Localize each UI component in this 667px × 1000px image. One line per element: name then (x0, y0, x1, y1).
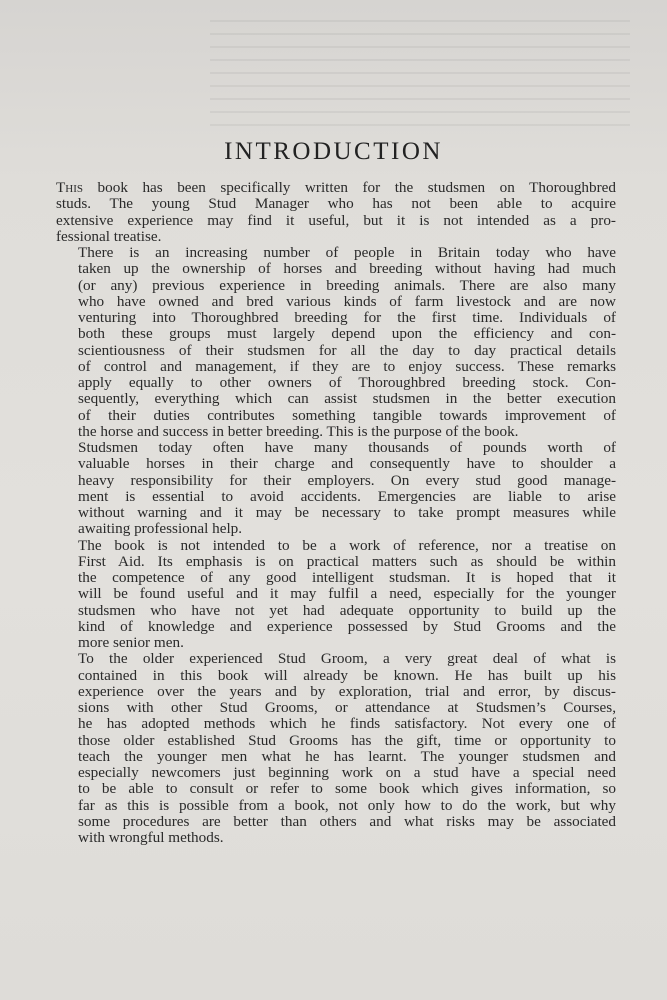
text-line: some procedures are better than others and what risks may be associated (78, 812, 616, 830)
text-line: scientiousness of their studsmen for all the day to day practical details (78, 341, 616, 359)
paragraph-3 (56, 440, 616, 538)
text-line: especially newcomers just beginning work on a stud have a special need (78, 764, 616, 781)
text-line: venturing into Thoroughbred breeding for the first time. Individuals of (78, 309, 616, 326)
text-line: kind of knowledge and experience possessed by Stud Grooms and the (78, 617, 616, 635)
lead-word: This (56, 179, 84, 196)
text-line: heavy responsibility for their employers. On every stud good manage- (78, 471, 616, 489)
text-line: studsmen who have not yet had adequate opportunity to build up the (78, 601, 616, 619)
text-line: sequently, everything which can assist studsmen in the better execution (78, 390, 616, 408)
text-line: studs. The young Stud Manager who has not been able to acquire (56, 195, 616, 213)
text-line: To the older experienced Stud Groom, a very great deal of what is (78, 650, 616, 668)
text-line: the competence of any good intelligent studsman. It is hoped that it (78, 569, 616, 586)
paragraph-4 (56, 538, 616, 652)
text-line: experience over the years and by exploration, trial and error, by discus- (78, 682, 616, 700)
text-line: who have owned and bred various kinds of farm livestock and are now (78, 292, 616, 310)
text-line: with wrongful methods. (78, 829, 224, 846)
text-line: awaiting professional help. (78, 520, 243, 538)
text-line: taken up the ownership of horses and breeding without having had much (78, 260, 616, 278)
text-line: Studsmen today often have many thousands of pounds worth of (78, 439, 616, 456)
text-line: of control and management, if they are to enjoy success. These remarks (78, 357, 616, 375)
text-line: will be found useful and it may fulfil a need, especially for the younger (78, 585, 616, 603)
text-line: of their duties contributes something tangible towards improvement of (78, 406, 616, 424)
text-line: the horse and success in better breeding. This is the purpose of the book. (78, 422, 519, 440)
text-line: sions with other Stud Grooms, or attendance at Studsmen’s Courses, (78, 699, 616, 716)
text-line: teach the younger men what he has learnt. The younger studsmen and (78, 747, 616, 765)
text-line: This book has been specifically written for the studsmen on Thoroughbred (56, 179, 616, 196)
introduction-body (56, 180, 616, 846)
text-line: contained in this book will already be known. He has built up his (78, 666, 616, 684)
text-line: ment is essential to avoid accidents. Emergencies are liable to arise (78, 487, 616, 505)
text-line: more senior men. (78, 634, 184, 651)
paragraph-5 (56, 651, 616, 846)
paragraph-2 (56, 245, 616, 440)
paragraph-1 (56, 180, 616, 245)
text-line: both these groups must largely depend upon the efficiency and con- (78, 325, 616, 343)
text-line: fessional treatise. (56, 227, 162, 245)
show-through-text (210, 20, 630, 130)
text-line: to be able to consult or refer to some book which gives information, so (78, 780, 616, 798)
text-line: without warning and it may be necessary to take prompt measures while (78, 504, 616, 521)
text-line: those older established Stud Grooms has the gift, time or opportunity to (78, 731, 616, 749)
text-line: apply equally to other owners of Thoroughbred breeding stock. Con- (78, 374, 616, 391)
text-line: (or any) previous experience in breeding animals. There are also many (78, 276, 616, 294)
page-title: INTRODUCTION (224, 138, 443, 165)
text-line: far as this is possible from a book, not only how to do the work, but why (78, 796, 616, 814)
text-line: The book is not intended to be a work of reference, nor a treatise on (78, 536, 616, 554)
text-line: There is an increasing number of people in Britain today who have (78, 244, 616, 261)
text-line: valuable horses in their charge and consequently have to shoulder a (78, 455, 616, 473)
text-line: he has adopted methods which he finds satisfactory. Not every one of (78, 715, 616, 733)
text-line: extensive experience may find it useful, but it is not intended as a pro- (56, 211, 616, 229)
text-line: First Aid. Its emphasis is on practical matters such as should be within (78, 552, 616, 570)
